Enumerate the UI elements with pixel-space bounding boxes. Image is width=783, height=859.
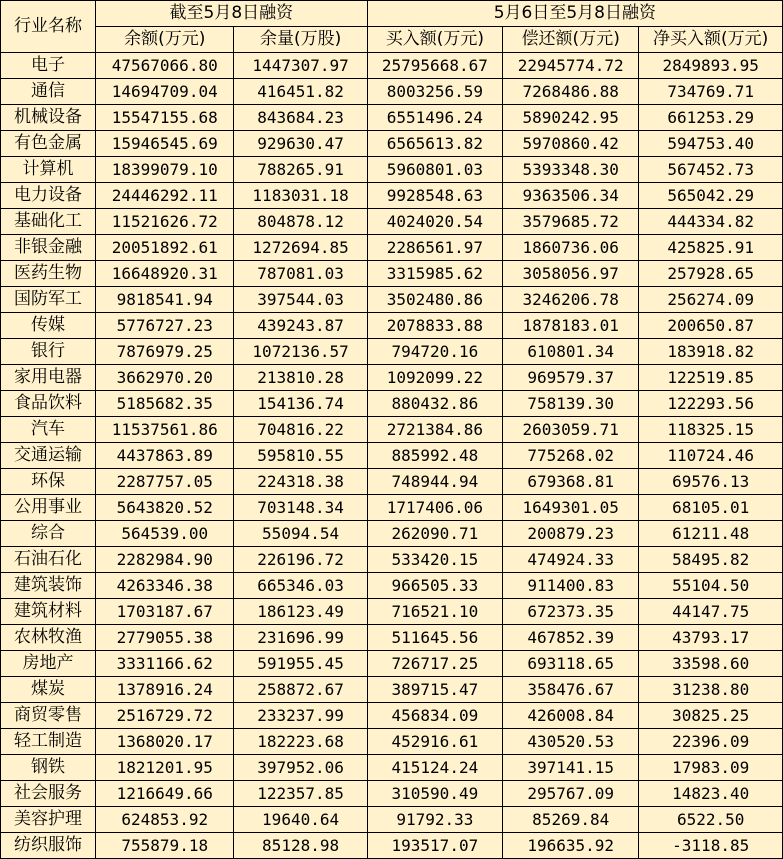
net-buy-cell: 58495.82: [639, 547, 783, 573]
table-row: [1, 105, 783, 131]
volume-cell: 804878.12: [234, 209, 367, 235]
industry-cell: 汽车: [1, 417, 96, 443]
industry-cell: 公用事业: [1, 495, 96, 521]
table-row: [1, 521, 783, 547]
industry-cell: 建筑材料: [1, 599, 96, 625]
repay-cell: 85269.84: [503, 807, 639, 833]
repay-cell: 196635.92: [503, 833, 639, 859]
header-row-1: [1, 1, 783, 27]
group-header-period: 5月6日至5月8日融资: [367, 1, 782, 27]
table-row: [1, 235, 783, 261]
repay-cell: 200879.23: [503, 521, 639, 547]
repay-cell: 758139.30: [503, 391, 639, 417]
table-body: [1, 53, 783, 859]
balance-cell: 11537561.86: [96, 417, 234, 443]
repay-cell: 467852.39: [503, 625, 639, 651]
buy-cell: 310590.49: [367, 781, 502, 807]
volume-cell: 665346.03: [234, 573, 367, 599]
table-row: [1, 417, 783, 443]
volume-cell: 397544.03: [234, 287, 367, 313]
volume-cell: 19640.64: [234, 807, 367, 833]
table-row: [1, 651, 783, 677]
volume-cell: 55094.54: [234, 521, 367, 547]
net-buy-cell: 44147.75: [639, 599, 783, 625]
buy-cell: 533420.15: [367, 547, 502, 573]
industry-cell: 家用电器: [1, 365, 96, 391]
table-row: [1, 755, 783, 781]
column-header-volume: 余量(万股): [234, 27, 367, 53]
buy-cell: 3315985.62: [367, 261, 502, 287]
repay-cell: 430520.53: [503, 729, 639, 755]
balance-cell: 5643820.52: [96, 495, 234, 521]
balance-cell: 2282984.90: [96, 547, 234, 573]
repay-cell: 5970860.42: [503, 131, 639, 157]
buy-cell: 3502480.86: [367, 287, 502, 313]
repay-cell: 5393348.30: [503, 157, 639, 183]
volume-cell: 85128.98: [234, 833, 367, 859]
volume-cell: 1272694.85: [234, 235, 367, 261]
volume-cell: 182223.68: [234, 729, 367, 755]
industry-cell: 交通运输: [1, 443, 96, 469]
volume-cell: 1183031.18: [234, 183, 367, 209]
buy-cell: 452916.61: [367, 729, 502, 755]
table-row: [1, 495, 783, 521]
industry-cell: 电力设备: [1, 183, 96, 209]
volume-cell: 1447307.97: [234, 53, 367, 79]
volume-cell: 703148.34: [234, 495, 367, 521]
buy-cell: 2286561.97: [367, 235, 502, 261]
volume-cell: 787081.03: [234, 261, 367, 287]
industry-cell: 综合: [1, 521, 96, 547]
industry-cell: 非银金融: [1, 235, 96, 261]
buy-cell: 2078833.88: [367, 313, 502, 339]
balance-cell: 5776727.23: [96, 313, 234, 339]
buy-cell: 5960801.03: [367, 157, 502, 183]
buy-cell: 880432.86: [367, 391, 502, 417]
table-row: [1, 131, 783, 157]
balance-cell: 1216649.66: [96, 781, 234, 807]
volume-cell: 595810.55: [234, 443, 367, 469]
buy-cell: 6551496.24: [367, 105, 502, 131]
repay-cell: 5890242.95: [503, 105, 639, 131]
balance-cell: 14694709.04: [96, 79, 234, 105]
buy-cell: 25795668.67: [367, 53, 502, 79]
balance-cell: 20051892.61: [96, 235, 234, 261]
table-row: [1, 287, 783, 313]
buy-cell: 6565613.82: [367, 131, 502, 157]
industry-cell: 传媒: [1, 313, 96, 339]
net-buy-cell: 256274.09: [639, 287, 783, 313]
table-row: [1, 781, 783, 807]
net-buy-cell: 257928.65: [639, 261, 783, 287]
industry-cell: 农林牧渔: [1, 625, 96, 651]
repay-cell: 22945774.72: [503, 53, 639, 79]
buy-cell: 456834.09: [367, 703, 502, 729]
industry-cell: 商贸零售: [1, 703, 96, 729]
balance-cell: 755879.18: [96, 833, 234, 859]
repay-cell: 3246206.78: [503, 287, 639, 313]
net-buy-cell: 565042.29: [639, 183, 783, 209]
net-buy-cell: 6522.50: [639, 807, 783, 833]
industry-cell: 银行: [1, 339, 96, 365]
volume-cell: 224318.38: [234, 469, 367, 495]
table-row: [1, 833, 783, 859]
volume-cell: 1072136.57: [234, 339, 367, 365]
industry-cell: 美容护理: [1, 807, 96, 833]
column-header-balance: 余额(万元): [96, 27, 234, 53]
volume-cell: 122357.85: [234, 781, 367, 807]
buy-cell: 885992.48: [367, 443, 502, 469]
repay-cell: 3058056.97: [503, 261, 639, 287]
volume-cell: 154136.74: [234, 391, 367, 417]
table-row: [1, 53, 783, 79]
table-row: [1, 365, 783, 391]
volume-cell: 213810.28: [234, 365, 367, 391]
buy-cell: 9928548.63: [367, 183, 502, 209]
net-buy-cell: 594753.40: [639, 131, 783, 157]
net-buy-cell: -3118.85: [639, 833, 783, 859]
buy-cell: 716521.10: [367, 599, 502, 625]
volume-cell: 591955.45: [234, 651, 367, 677]
buy-cell: 1092099.22: [367, 365, 502, 391]
table-row: [1, 469, 783, 495]
net-buy-cell: 122519.85: [639, 365, 783, 391]
buy-cell: 389715.47: [367, 677, 502, 703]
net-buy-cell: 444334.82: [639, 209, 783, 235]
balance-cell: 2287757.05: [96, 469, 234, 495]
column-header-net-buy: 净买入额(万元): [639, 27, 783, 53]
table-row: [1, 703, 783, 729]
volume-cell: 226196.72: [234, 547, 367, 573]
net-buy-cell: 68105.01: [639, 495, 783, 521]
net-buy-cell: 2849893.95: [639, 53, 783, 79]
balance-cell: 15547155.68: [96, 105, 234, 131]
buy-cell: 91792.33: [367, 807, 502, 833]
balance-cell: 4437863.89: [96, 443, 234, 469]
balance-cell: 1703187.67: [96, 599, 234, 625]
repay-cell: 911400.83: [503, 573, 639, 599]
table-row: [1, 677, 783, 703]
repay-cell: 679368.81: [503, 469, 639, 495]
industry-header: 行业名称: [1, 1, 96, 53]
table-row: [1, 807, 783, 833]
balance-cell: 1378916.24: [96, 677, 234, 703]
balance-cell: 2516729.72: [96, 703, 234, 729]
volume-cell: 186123.49: [234, 599, 367, 625]
industry-cell: 轻工制造: [1, 729, 96, 755]
repay-cell: 1860736.06: [503, 235, 639, 261]
volume-cell: 233237.99: [234, 703, 367, 729]
industry-cell: 有色金属: [1, 131, 96, 157]
net-buy-cell: 661253.29: [639, 105, 783, 131]
repay-cell: 3579685.72: [503, 209, 639, 235]
volume-cell: 231696.99: [234, 625, 367, 651]
net-buy-cell: 118325.15: [639, 417, 783, 443]
net-buy-cell: 734769.71: [639, 79, 783, 105]
net-buy-cell: 69576.13: [639, 469, 783, 495]
balance-cell: 5185682.35: [96, 391, 234, 417]
buy-cell: 748944.94: [367, 469, 502, 495]
volume-cell: 929630.47: [234, 131, 367, 157]
buy-cell: 4024020.54: [367, 209, 502, 235]
industry-cell: 电子: [1, 53, 96, 79]
table-row: [1, 573, 783, 599]
table-row: [1, 339, 783, 365]
industry-cell: 建筑装饰: [1, 573, 96, 599]
table-row: [1, 261, 783, 287]
net-buy-cell: 43793.17: [639, 625, 783, 651]
net-buy-cell: 33598.60: [639, 651, 783, 677]
buy-cell: 511645.56: [367, 625, 502, 651]
repay-cell: 969579.37: [503, 365, 639, 391]
industry-cell: 煤炭: [1, 677, 96, 703]
net-buy-cell: 425825.91: [639, 235, 783, 261]
table-row: [1, 443, 783, 469]
industry-cell: 食品饮料: [1, 391, 96, 417]
net-buy-cell: 17983.09: [639, 755, 783, 781]
industry-cell: 计算机: [1, 157, 96, 183]
buy-cell: 8003256.59: [367, 79, 502, 105]
repay-cell: 2603059.71: [503, 417, 639, 443]
repay-cell: 693118.65: [503, 651, 639, 677]
net-buy-cell: 61211.48: [639, 521, 783, 547]
volume-cell: 397952.06: [234, 755, 367, 781]
volume-cell: 258872.67: [234, 677, 367, 703]
balance-cell: 4263346.38: [96, 573, 234, 599]
table-row: [1, 625, 783, 651]
balance-cell: 3331166.62: [96, 651, 234, 677]
buy-cell: 2721384.86: [367, 417, 502, 443]
net-buy-cell: 567452.73: [639, 157, 783, 183]
net-buy-cell: 110724.46: [639, 443, 783, 469]
group-header-balance: 截至5月8日融资: [96, 1, 368, 27]
repay-cell: 610801.34: [503, 339, 639, 365]
volume-cell: 788265.91: [234, 157, 367, 183]
volume-cell: 439243.87: [234, 313, 367, 339]
buy-cell: 415124.24: [367, 755, 502, 781]
industry-cell: 机械设备: [1, 105, 96, 131]
repay-cell: 426008.84: [503, 703, 639, 729]
industry-cell: 石油石化: [1, 547, 96, 573]
net-buy-cell: 200650.87: [639, 313, 783, 339]
repay-cell: 474924.33: [503, 547, 639, 573]
balance-cell: 1368020.17: [96, 729, 234, 755]
repay-cell: 295767.09: [503, 781, 639, 807]
column-header-repay: 偿还额(万元): [503, 27, 639, 53]
net-buy-cell: 14823.40: [639, 781, 783, 807]
balance-cell: 18399079.10: [96, 157, 234, 183]
balance-cell: 2779055.38: [96, 625, 234, 651]
net-buy-cell: 30825.25: [639, 703, 783, 729]
buy-cell: 1717406.06: [367, 495, 502, 521]
balance-cell: 564539.00: [96, 521, 234, 547]
industry-cell: 钢铁: [1, 755, 96, 781]
industry-cell: 基础化工: [1, 209, 96, 235]
buy-cell: 262090.71: [367, 521, 502, 547]
repay-cell: 672373.35: [503, 599, 639, 625]
industry-cell: 国防军工: [1, 287, 96, 313]
repay-cell: 1878183.01: [503, 313, 639, 339]
repay-cell: 7268486.88: [503, 79, 639, 105]
balance-cell: 9818541.94: [96, 287, 234, 313]
repay-cell: 1649301.05: [503, 495, 639, 521]
repay-cell: 358476.67: [503, 677, 639, 703]
balance-cell: 7876979.25: [96, 339, 234, 365]
buy-cell: 794720.16: [367, 339, 502, 365]
header-row-2: [1, 27, 783, 53]
industry-cell: 房地产: [1, 651, 96, 677]
industry-cell: 纺织服饰: [1, 833, 96, 859]
industry-cell: 社会服务: [1, 781, 96, 807]
buy-cell: 726717.25: [367, 651, 502, 677]
table-row: [1, 79, 783, 105]
net-buy-cell: 31238.80: [639, 677, 783, 703]
net-buy-cell: 122293.56: [639, 391, 783, 417]
balance-cell: 3662970.20: [96, 365, 234, 391]
volume-cell: 416451.82: [234, 79, 367, 105]
balance-cell: 24446292.11: [96, 183, 234, 209]
table-row: [1, 547, 783, 573]
industry-cell: 医药生物: [1, 261, 96, 287]
balance-cell: 624853.92: [96, 807, 234, 833]
table-row: [1, 391, 783, 417]
balance-cell: 47567066.80: [96, 53, 234, 79]
net-buy-cell: 183918.82: [639, 339, 783, 365]
industry-cell: 通信: [1, 79, 96, 105]
table-row: [1, 729, 783, 755]
balance-cell: 15946545.69: [96, 131, 234, 157]
table-row: [1, 313, 783, 339]
balance-cell: 1821201.95: [96, 755, 234, 781]
table-row: [1, 599, 783, 625]
table-row: [1, 183, 783, 209]
volume-cell: 843684.23: [234, 105, 367, 131]
industry-cell: 环保: [1, 469, 96, 495]
buy-cell: 193517.07: [367, 833, 502, 859]
table-row: [1, 157, 783, 183]
repay-cell: 9363506.34: [503, 183, 639, 209]
balance-cell: 11521626.72: [96, 209, 234, 235]
net-buy-cell: 22396.09: [639, 729, 783, 755]
balance-cell: 16648920.31: [96, 261, 234, 287]
net-buy-cell: 55104.50: [639, 573, 783, 599]
column-header-buy: 买入额(万元): [367, 27, 502, 53]
volume-cell: 704816.22: [234, 417, 367, 443]
repay-cell: 775268.02: [503, 443, 639, 469]
repay-cell: 397141.15: [503, 755, 639, 781]
table-row: [1, 209, 783, 235]
buy-cell: 966505.33: [367, 573, 502, 599]
